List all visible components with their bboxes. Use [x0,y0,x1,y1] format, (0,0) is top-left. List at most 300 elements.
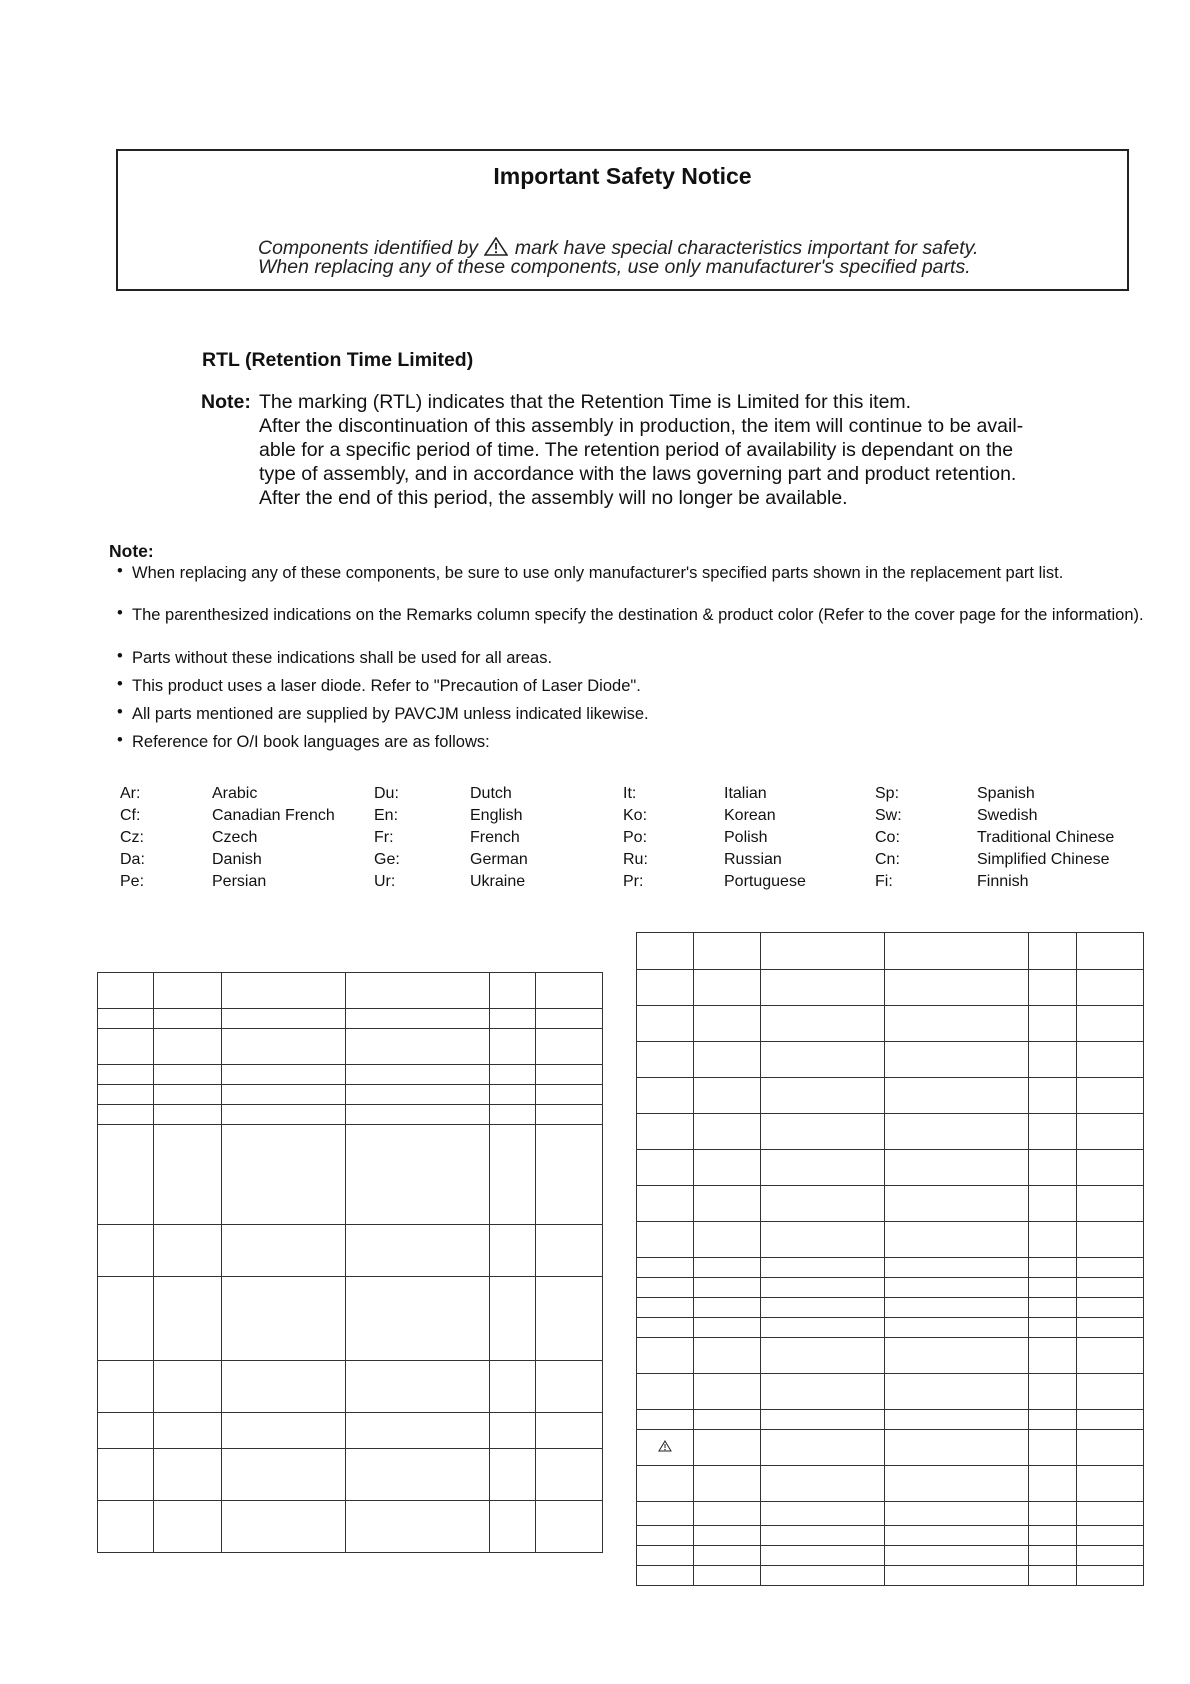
table-cell [536,1125,603,1225]
table-cell [885,1338,1029,1374]
table-cell [98,1065,154,1085]
table-row [637,1410,1144,1430]
table-cell [1029,970,1077,1006]
table-cell [1077,970,1144,1006]
table-cell [637,1278,694,1298]
table-cell [1077,1222,1144,1258]
table-cell [1077,1298,1144,1318]
table-row [98,1105,603,1125]
table-cell [761,1410,885,1430]
table-cell [154,1413,222,1449]
lang-name: Italian [724,785,767,802]
rtl-line: After the discontinuation of this assembly in production, the item will continue to be avail- [259,415,1024,437]
table-cell [1077,1042,1144,1078]
rtl-line: After the end of this period, the assembly will no longer be available. [259,487,848,509]
lang-code: Ge: [374,851,400,868]
lang-code: Cz: [120,829,144,846]
safety-line-1-after: mark have special characteristics important for safety. [514,237,979,259]
table-row [637,1042,1144,1078]
table-cell [1029,1526,1077,1546]
table-cell [346,1065,490,1085]
table-cell [885,1150,1029,1186]
table-cell [761,1278,885,1298]
lang-code: En: [374,807,399,824]
table-cell [637,1186,694,1222]
table-cell [761,1114,885,1150]
table-cell [637,1042,694,1078]
table-cell [490,1225,536,1277]
table-cell [346,1125,490,1225]
table-cell [490,1413,536,1449]
table-cell [694,1410,761,1430]
rtl-line: able for a specific period of time. The retention period of availability is dependant on the [259,439,1014,461]
table-cell [694,1042,761,1078]
lang-name: Korean [724,807,776,824]
table-cell [885,1258,1029,1278]
table-cell [637,1410,694,1430]
lang-code: Cn: [875,851,900,868]
table-cell [637,1526,694,1546]
table-cell [490,973,536,1009]
lang-code: Ru: [623,851,648,868]
table-cell [490,1009,536,1029]
table-cell [222,1065,346,1085]
notes-label: Note: [109,541,154,561]
lang-code: Da: [120,851,145,868]
table-cell [1077,933,1144,970]
left-table-body [98,973,603,1553]
table-cell [694,1374,761,1410]
table-cell [154,1125,222,1225]
table-cell [1029,1298,1077,1318]
table-cell [1029,1078,1077,1114]
table-cell [885,1042,1029,1078]
lang-code: Fr: [374,829,394,846]
table-cell [761,1374,885,1410]
table-cell [637,1502,694,1526]
table-cell [694,1502,761,1526]
table-cell [154,1065,222,1085]
table-cell [637,1298,694,1318]
table-cell [536,1009,603,1029]
table-cell [761,1186,885,1222]
table-row [637,1186,1144,1222]
table-row [637,970,1144,1006]
lang-name: Persian [212,873,267,890]
table-cell [1029,1466,1077,1502]
table-cell [637,1430,694,1466]
table-row [637,1526,1144,1546]
table-cell [490,1361,536,1413]
table-cell [222,973,346,1009]
lang-name: Simplified Chinese [977,851,1110,868]
table-cell [536,1361,603,1413]
table-row [637,1258,1144,1278]
table-cell [1029,1502,1077,1526]
table-cell [694,1186,761,1222]
table-cell [1077,1338,1144,1374]
table-cell [885,933,1029,970]
table-cell [98,973,154,1009]
table-cell [637,970,694,1006]
table-cell [1029,1006,1077,1042]
lang-name: Russian [724,851,782,868]
table-cell [761,970,885,1006]
right-parts-table [636,932,1144,1586]
table-cell [694,1466,761,1502]
table-cell [761,1546,885,1566]
table-cell [1077,1410,1144,1430]
safety-notice-line-2: When replacing any of these components, use only manufacturer's specified parts. [258,256,971,278]
lang-code: It: [623,785,637,802]
table-cell [694,1150,761,1186]
table-cell [637,1114,694,1150]
table-cell [885,1078,1029,1114]
table-cell [1077,1430,1144,1466]
table-cell [154,1225,222,1277]
table-cell [637,1546,694,1566]
table-cell [1029,1114,1077,1150]
lang-name: Traditional Chinese [977,829,1115,846]
table-cell [761,1258,885,1278]
lang-code: Po: [623,829,648,846]
table-cell [98,1277,154,1361]
table-cell [98,1009,154,1029]
table-cell [1029,1222,1077,1258]
table-cell [490,1065,536,1085]
table-cell [1077,1278,1144,1298]
table-cell [1077,1186,1144,1222]
table-cell [1077,1502,1144,1526]
lang-name: Portuguese [724,873,806,890]
table-cell [761,1150,885,1186]
table-cell [536,1501,603,1553]
table-cell [761,1318,885,1338]
lang-code: Pr: [623,873,644,890]
table-cell [637,1078,694,1114]
table-cell [885,1410,1029,1430]
table-cell [761,1078,885,1114]
table-cell [637,1150,694,1186]
table-cell [694,1298,761,1318]
warning-triangle-icon [658,1441,672,1455]
table-cell [154,1501,222,1553]
table-row [637,1546,1144,1566]
lang-code: Ko: [623,807,648,824]
table-cell [222,1277,346,1361]
table-cell [98,1085,154,1105]
table-cell [1077,1374,1144,1410]
table-row [637,1078,1144,1114]
table-cell [885,1546,1029,1566]
table-cell [490,1029,536,1065]
table-cell [490,1125,536,1225]
table-row [637,1566,1144,1586]
safety-line-1-before: Components identified by [258,237,479,259]
safety-notice-title: Important Safety Notice [493,163,752,189]
table-cell [1077,1318,1144,1338]
table-cell [536,1029,603,1065]
rtl-heading: RTL (Retention Time Limited) [202,349,474,371]
table-cell [222,1105,346,1125]
table-row [637,1222,1144,1258]
lang-name: Czech [212,829,258,846]
lang-name: Canadian French [212,807,335,824]
table-cell [694,1566,761,1586]
table-cell [490,1449,536,1501]
table-cell [98,1125,154,1225]
lang-code: Co: [875,829,900,846]
table-cell [536,1413,603,1449]
table-cell [490,1105,536,1125]
table-cell [1077,1546,1144,1566]
table-cell [346,1449,490,1501]
table-cell [222,1125,346,1225]
table-cell [637,933,694,970]
lang-code: Ar: [120,785,141,802]
table-cell [761,1466,885,1502]
table-cell [885,1466,1029,1502]
table-cell [346,1361,490,1413]
table-row [637,933,1144,970]
table-row [98,973,603,1009]
table-cell [761,1338,885,1374]
table-cell [1077,1258,1144,1278]
table-cell [490,1277,536,1361]
table-cell [222,1085,346,1105]
table-row [98,1085,603,1105]
table-cell [761,1526,885,1546]
table-row [637,1430,1144,1466]
table-cell [1077,1006,1144,1042]
table-cell [222,1449,346,1501]
table-cell [637,1338,694,1374]
table-cell [885,1278,1029,1298]
table-cell [694,1222,761,1258]
lang-code: Cf: [120,807,141,824]
table-row [637,1338,1144,1374]
right-table-body [637,933,1144,1586]
lang-code: Ur: [374,873,396,890]
table-cell [536,1085,603,1105]
table-cell [222,1501,346,1553]
table-cell [222,1225,346,1277]
table-cell [154,973,222,1009]
table-cell [885,1006,1029,1042]
table-row [98,1361,603,1413]
table-cell [885,1318,1029,1338]
table-cell [885,1566,1029,1586]
table-cell [1029,1318,1077,1338]
table-row [98,1277,603,1361]
table-cell [761,1298,885,1318]
table-cell [1029,1150,1077,1186]
lang-name: Ukraine [470,873,526,890]
table-cell [154,1361,222,1413]
table-cell [1029,1566,1077,1586]
table-row [637,1114,1144,1150]
table-cell [346,1413,490,1449]
lang-code: Pe: [120,873,145,890]
table-cell [694,1078,761,1114]
table-cell [1077,1566,1144,1586]
table-row [98,1449,603,1501]
table-cell [637,1466,694,1502]
table-cell [154,1085,222,1105]
table-cell [637,1006,694,1042]
lang-name: German [470,851,528,868]
table-cell [694,1338,761,1374]
table-cell [222,1009,346,1029]
rtl-line: type of assembly, and in accordance with the laws governing part and product retention. [259,463,1017,485]
table-cell [694,1258,761,1278]
table-cell [98,1029,154,1065]
table-cell [536,1277,603,1361]
table-cell [637,1374,694,1410]
table-row [637,1278,1144,1298]
table-cell [1077,1150,1144,1186]
table-cell [536,1065,603,1085]
table-cell [761,1042,885,1078]
lang-code: Fi: [875,873,893,890]
table-cell [222,1361,346,1413]
table-row [637,1374,1144,1410]
table-cell [694,1006,761,1042]
table-cell [346,1029,490,1065]
table-row [637,1318,1144,1338]
table-cell [222,1413,346,1449]
lang-code: Du: [374,785,399,802]
table-cell [536,973,603,1009]
table-row [637,1502,1144,1526]
table-cell [1029,1338,1077,1374]
table-cell [490,1085,536,1105]
table-row [637,1298,1144,1318]
table-cell [98,1413,154,1449]
table-cell [761,1006,885,1042]
table-cell [694,970,761,1006]
table-row [98,1065,603,1085]
table-cell [1029,1410,1077,1430]
table-cell [346,973,490,1009]
table-cell [885,1430,1029,1466]
table-cell [637,1566,694,1586]
table-cell [1029,933,1077,970]
table-row [98,1009,603,1029]
table-cell [885,1298,1029,1318]
table-cell [98,1449,154,1501]
table-cell [885,970,1029,1006]
table-cell [694,1318,761,1338]
table-cell [222,1029,346,1065]
table-cell [761,1430,885,1466]
table-row [98,1225,603,1277]
table-cell [694,1526,761,1546]
lang-name: Arabic [212,785,258,802]
table-cell [885,1526,1029,1546]
table-cell [761,1566,885,1586]
table-row [98,1413,603,1449]
table-row [637,1466,1144,1502]
table-cell [1029,1186,1077,1222]
lang-name: Polish [724,829,768,846]
table-cell [637,1258,694,1278]
table-cell [346,1085,490,1105]
table-cell [1077,1526,1144,1546]
table-cell [761,933,885,970]
table-cell [1029,1374,1077,1410]
table-cell [637,1318,694,1338]
table-cell [1029,1258,1077,1278]
table-cell [885,1114,1029,1150]
table-cell [98,1225,154,1277]
table-cell [694,1114,761,1150]
table-row [98,1029,603,1065]
table-cell [536,1105,603,1125]
table-cell [490,1501,536,1553]
lang-code: Sw: [875,807,902,824]
table-cell [154,1449,222,1501]
table-cell [694,1430,761,1466]
rtl-note-label: Note: [201,391,251,413]
table-cell [346,1009,490,1029]
table-cell [346,1277,490,1361]
table-row [98,1125,603,1225]
table-cell [154,1029,222,1065]
table-cell [885,1374,1029,1410]
table-cell [1029,1430,1077,1466]
safety-notice-box [116,149,1129,291]
table-cell [154,1009,222,1029]
table-cell [1029,1278,1077,1298]
table-cell [346,1105,490,1125]
table-cell [761,1502,885,1526]
table-cell [1029,1546,1077,1566]
table-cell [885,1222,1029,1258]
table-row [637,1006,1144,1042]
table-cell [637,1222,694,1258]
lang-name: Swedish [977,807,1038,824]
table-cell [885,1502,1029,1526]
table-cell [98,1501,154,1553]
lang-name: English [470,807,523,824]
lang-name: Spanish [977,785,1035,802]
table-cell [536,1449,603,1501]
table-cell [761,1222,885,1258]
table-cell [885,1186,1029,1222]
table-cell [98,1105,154,1125]
table-cell [694,1278,761,1298]
rtl-line: The marking (RTL) indicates that the Retention Time is Limited for this item. [259,391,912,413]
table-cell [346,1225,490,1277]
lang-name: Finnish [977,873,1029,890]
table-cell [98,1361,154,1413]
table-cell [1077,1466,1144,1502]
lang-code: Sp: [875,785,900,802]
table-cell [1077,1114,1144,1150]
table-row [98,1501,603,1553]
lang-name: Danish [212,851,262,868]
table-cell [1077,1078,1144,1114]
table-cell [154,1105,222,1125]
table-cell [346,1501,490,1553]
table-cell [536,1225,603,1277]
lang-name: French [470,829,520,846]
table-row [637,1150,1144,1186]
table-cell [694,933,761,970]
left-parts-table [97,972,603,1553]
table-cell [154,1277,222,1361]
